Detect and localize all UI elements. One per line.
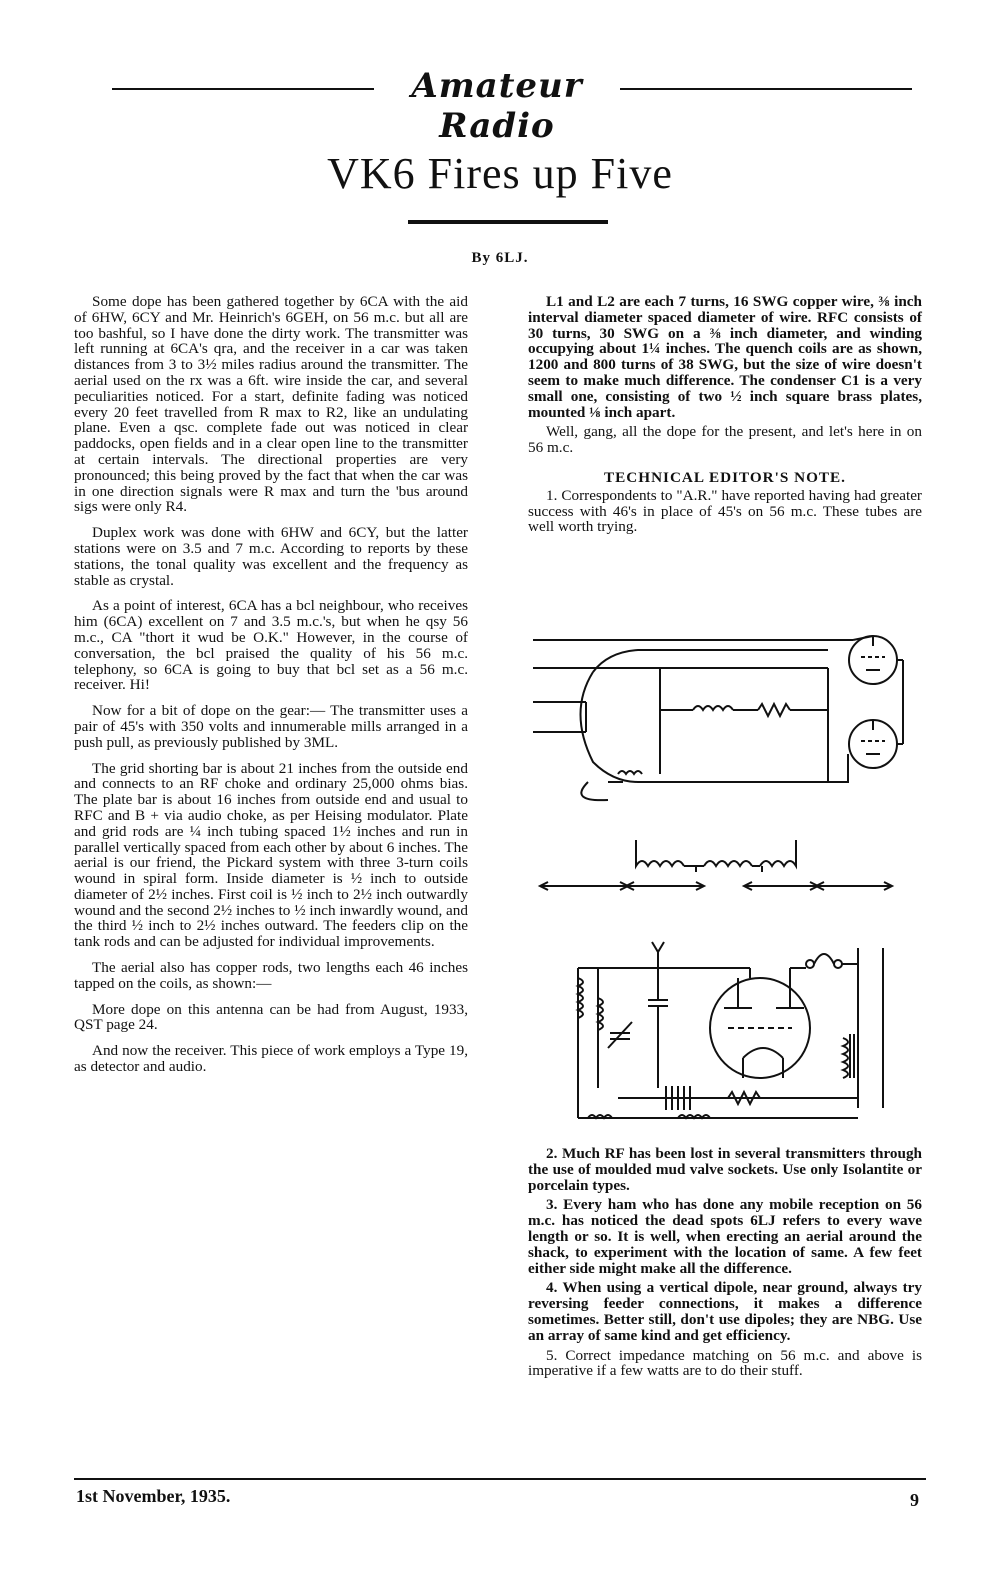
note-item: 5. Correct impedance matching on 56 m.c. and above is imperative if a few watts are to do their stuff. xyxy=(528,1346,922,1380)
issue-date: 1st November, 1935. xyxy=(76,1486,231,1506)
note-item: 4. When using a vertical dipole, near ground, always try reversing feeder connections, it makes a difference sometimes. Better still, don't use dipoles; they are NBG. Use an array of same kind and get efficiency. xyxy=(528,1279,922,1344)
note-item: 1. Correspondents to "A.R." have reported having had greater success with 46's in place of 45's on 56 m.c. These tubes are well worth trying. xyxy=(528,486,922,536)
paragraph: More dope on this antenna can be had from August, 1933, QST page 24. xyxy=(74,1000,468,1034)
transmitter-schematic xyxy=(528,632,908,804)
right-column-top xyxy=(528,294,922,539)
article-title: VK6 Fires up Five xyxy=(327,149,673,198)
note-item: 2. Much RF has been lost in several transmitters through the use of moulded mud valve sockets. Use only Isolantite or porcelain types. xyxy=(528,1145,922,1194)
masthead xyxy=(112,64,912,146)
paragraph: The aerial also has copper rods, two lengths each 46 inches tapped on the coils, as shown:— xyxy=(74,959,468,992)
paragraph: L1 and L2 are each 7 turns, 16 SWG copper wire, ⅜ inch interval diameter spaced diameter of wire. RFC consists of 30 turns, 30 SWG on a ⅜ inch diameter, and winding occupying about 1¼ inches. The quench coils are as shown, 1200 and 800 turns of 38 SWG, but the size of wire doesn't seem to make much difference. The condenser C1 is a very small one, consisting of two ½ inch square brass plates, mounted ⅛ inch apart. xyxy=(528,293,922,421)
paragraph: And now the receiver. This piece of work employs a Type 19, as detector and audio. xyxy=(74,1042,468,1076)
masthead-rule-right xyxy=(620,88,912,90)
paragraph: Duplex work was done with 6HW and 6CY, but the latter stations were on 3.5 and 7 m.c. According to reports by these stations, the tonal quality was excellent and the frequency as stable as crystal. xyxy=(74,524,468,589)
technical-note-heading: TECHNICAL EDITOR'S NOTE. xyxy=(604,468,846,486)
right-column-bottom xyxy=(528,1146,922,1383)
paragraph: As a point of interest, 6CA has a bcl neighbour, who receives him (6CA) excellent on 7 and 3.5 m.c.'s, but when he qsy 56 m.c., CA "thort it wud be O.K." However, in the course of conversation, the bcl praised the quality of his 56 m.c. telephony, so 6CA is going to buy that bcl set as a 56 m.c. receiver. Hi! xyxy=(74,597,468,694)
masthead-rule-left xyxy=(112,88,374,90)
paragraph: Well, gang, all the dope for the present, and let's here in on 56 m.c. xyxy=(528,423,922,457)
left-column xyxy=(74,294,468,1085)
paragraph: Now for a bit of dope on the gear:— The transmitter uses a pair of 45's with 350 volts and innumerable mills arranged in a push pull, as previously published by 3ML. xyxy=(74,702,468,751)
note-item: 3. Every ham who has done any mobile reception on 56 m.c. has noticed the dead spots 6LJ refers to every wave length or so. It is well, when erecting an aerial around the shack, to experiment with the location of same. A few feet either side might make all the difference. xyxy=(528,1196,922,1277)
masthead-logo: Amateur Radio xyxy=(411,66,583,146)
paragraph: Some dope has been gathered together by 6CA with the aid of 6HW, 6CY and Mr. Heinrich's 6GEH, on 56 m.c. but all are too bashful, so I have done the dirty work. The transmitter was left running at 6CA's qra, and the receiver in a car was taken distances from 3 to 3½ miles radius around the transmitter. The aerial used on the rx was a 6ft. wire inside the car, and several peculiarities noticed. For a start, definite fading was noticed every 20 feet travelled from R max to R2, like an undulating plane. Even a qsc. complete fade out was noticed in clear paddocks, open fields and in a clear open line to the transmitter at certain intervals. The directional properties are very pronounced; this being proved by the fact that when the car was in one direction signals were R max and turn the 'bus around sigs were only R4. xyxy=(74,293,468,516)
page-number: 9 xyxy=(910,1490,919,1510)
paragraph: The grid shorting bar is about 21 inches from the outside end and connects to an RF choke and ordinary 25,000 ohms bias. The plate bar is about 16 inches from outside end and usual to RFC and B + via audio choke, as per Heising modulator. Plate and grid rods are ¼ inch tubing spaced 1½ inches and run in parallel vertically spaced from each other by about 6 inches. The aerial is our friend, the Pickard system with three 3-turn coils wound in spiral form. Inside diameter is ½ inch to outside diameter of 2½ inches. First coil is ½ inch to 2½ inch outwardly wound and the second 2½ inches to ½ inch inwardly wound, and the third ½ inch to 2½ inches outward. The feeders clip on the tank rods and can be adjusted for individual improvements. xyxy=(74,759,468,951)
receiver-schematic xyxy=(528,938,908,1140)
footer-rule xyxy=(74,1478,926,1480)
article-byline: By 6LJ. xyxy=(471,250,529,266)
title-rule xyxy=(408,220,608,224)
aerial-coils-diagram xyxy=(528,832,908,902)
